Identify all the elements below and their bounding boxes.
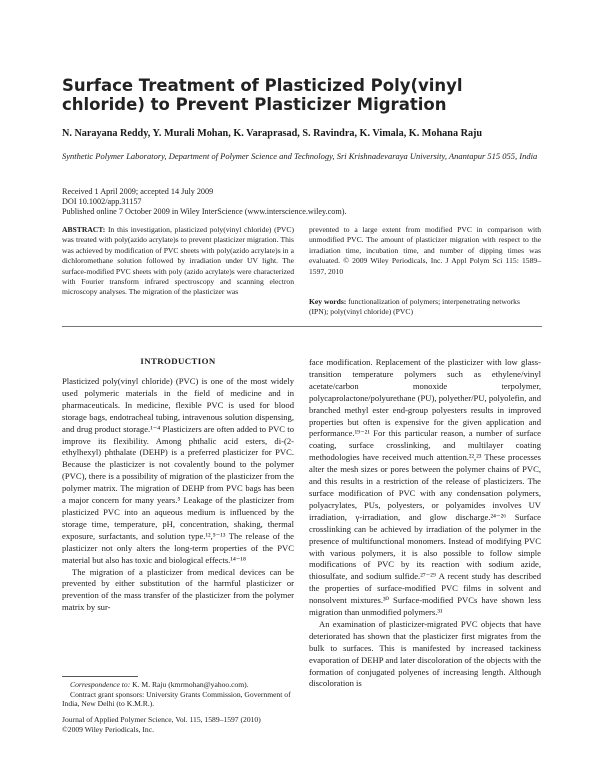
grant-note: Contract grant sponsors: University Grants Commission, Government of India, New Delhi (to K.M.R.). xyxy=(62,689,291,709)
correspondence-text: K. M. Raju (kmrmohan@yahoo.com). xyxy=(132,680,249,689)
footnote-divider xyxy=(62,676,138,677)
published-online: Published online 7 October 2009 in Wiley InterScience (www.interscience.wiley.com). xyxy=(62,207,347,216)
journal-citation: Journal of Applied Polymer Science, Vol. 115, 1589–1597 (2010) xyxy=(62,715,261,724)
footnotes xyxy=(62,680,294,709)
abstract-label: ABSTRACT: xyxy=(62,225,106,234)
intro-paragraph-2: The migration of a plasticizer from medical devices can be prevented by either substitution of the harmful plasticizer or prevention of the mass transfer of the plasticizer from the polymer matrix by sur- xyxy=(62,566,294,613)
abstract-divider xyxy=(62,326,542,327)
intro-paragraph-3: An examination of plasticizer-migrated PVC objects that have deteriorated has shown that the plasticizer first migrates from the bulk to surfaces. This is manifested by increased tackiness evaporation of DEHP and later discoloration of the objects with the formation of conjugated polyenes of increasing length. Although discoloration is xyxy=(309,618,541,689)
abstract-right: prevented to a large extent from modified PVC in comparison with unmodified PVC. The amount of plasticizer migration with respect to the irradiation time, incubation time, and number of dipping times was evaluated. © 2009 Wiley Periodicals, Inc. J Appl Polym Sci 115: 1589–1597, 2010 xyxy=(309,225,541,276)
keywords-text: functionalization of polymers; interpenetrating networks (IPN); poly(vinyl chloride) (PVC) xyxy=(309,297,520,317)
section-heading-introduction: INTRODUCTION xyxy=(140,356,216,366)
body-column-left xyxy=(62,376,294,614)
correspondence-note xyxy=(62,680,294,690)
abstract-text: In this investigation, plasticized poly(vinyl chloride) (PVC) was treated with poly(azido acrylate)s to prevent plasticizer migration. This was achieved by modification of PVC sheets with poly(azido acrylate)s in a dichloromethane solution followed by irradiation under UV light. The surface-modified PVC sheets with poly (azido acrylate)s were characterized with Fourier transform infrared spectroscopy and scanning electron microscopy analyses. The migration of the plasticizer was xyxy=(62,225,294,297)
article-title: Surface Treatment of Plasticized Poly(vinyl chloride) to Prevent Plasticizer Migration xyxy=(62,76,463,114)
affiliation: Synthetic Polymer Laboratory, Department of Polymer Science and Technology, Sri Krishnadevaraya University, Anantapur 515 055, India xyxy=(62,151,538,161)
journal-info xyxy=(62,715,294,734)
correspondence-label: Correspondence to: xyxy=(70,680,131,689)
abstract-left xyxy=(62,225,294,298)
journal-copyright: ©2009 Wiley Periodicals, Inc. xyxy=(62,724,154,734)
received-date: Received 1 April 2009; accepted 14 July 2009 xyxy=(62,187,214,196)
intro-paragraph-1: Plasticized poly(vinyl chloride) (PVC) is one of the most widely used polymeric materials in the field of medicine and in pharmaceuticals. In medicine, flexible PVC is used for blood storage bags, endotracheal tubing, intravenous solution dispensing, and drug product storage.¹⁻⁴ Plasticizers are often added to PVC to improve its flexibility. Among phthalic acid esters, di-(2-ethylhexyl) phthalate (DEHP) is a preferred plasticizer for PVC. Because the plasticizer is not covalently bound to the polymer (PVC), there is a possibility of migration of the plasticizer from the polymer matrix. The migration of DEHP from PVC bags has been a major concern for many years.⁵ Leakage of the plasticizer from plasticized PVC into an aqueous medium is influenced by the storage time, temperature, pH, concentration, shaking, thermal exposure, surfactants, and solution type.¹²,⁵⁻¹³ The release of the plasticizer not only alters the long-term properties of the PVC material but also has toxic and biological effects.¹⁴⁻¹⁸ xyxy=(62,376,294,565)
author-list: N. Narayana Reddy, Y. Murali Mohan, K. Varaprasad, S. Ravindra, K. Vimala, K. Mohana Raju xyxy=(62,128,483,139)
intro-paragraph-2-cont: face modification. Replacement of the plasticizer with low glass-transition temperature polymers such as ethylene/vinyl acetate/carbon monoxide terpolymer, polycaprolactone/polyurethane (PU), polyether/PU, polyolefin, and branched methyl ester end-group polyesters results in improved properties but often is expensive for the given application and performance.¹⁹⁻²¹ For this particular reason, a number of surface coating, surface crosslinking, and multilayer coating methodologies have received much attention.²²,²³ These processes alter the mesh sizes or pores between the polymer chains of PVC, and this results in a restriction of the release of plasticizers. The surface modification of PVC with any condensation polymers, polyacrylates, PUs, polyesters, or polyamides involves UV irradiation, γ-irradiation, and glow discharge.²⁴⁻²⁶ Surface crosslinking can be achieved by irradiation of the polymer in the presence of multifunctional monomers. Instead of modifying PVC with various polymers, it is also possible to follow simple modifications of PVC by its reaction with sodium azide, thiosulfate, and sodium sulfide.²⁷⁻²⁹ A recent study has described the properties of surface-modified PVC films in solvent and nonsolvent mixtures.³⁰ Surface-modified PVCs have shown less migration than unmodified polymers.³¹ xyxy=(309,357,541,618)
keywords-label: Key words: xyxy=(309,297,347,306)
body-column-right xyxy=(309,357,541,690)
publication-dates xyxy=(62,187,542,217)
keywords xyxy=(309,297,541,318)
doi: DOI 10.1002/app.31157 xyxy=(62,197,142,206)
